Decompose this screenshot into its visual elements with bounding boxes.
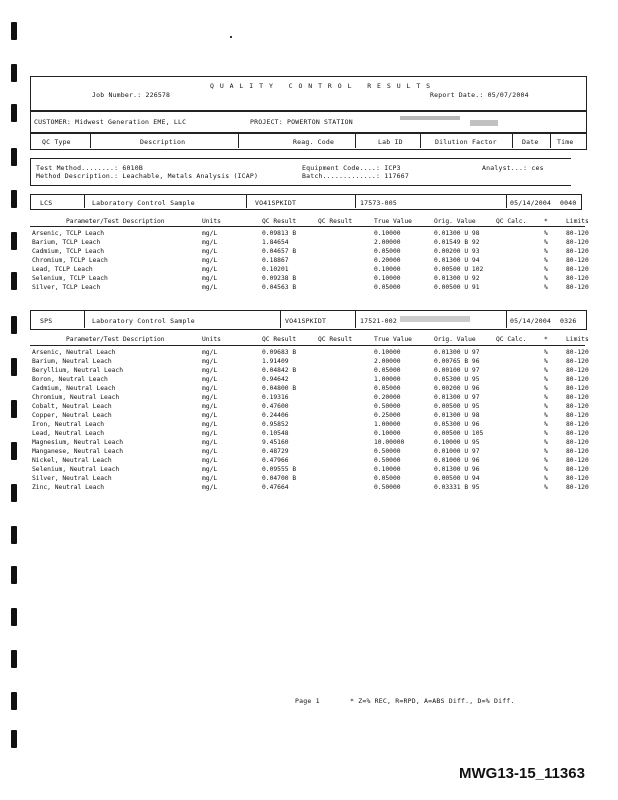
table-row bbox=[30, 375, 606, 383]
cell-orig: 0.00200 U 93 bbox=[434, 247, 480, 255]
section1-date: 05/14/2004 bbox=[510, 199, 552, 207]
cell-pct: % bbox=[544, 348, 548, 356]
cell-pct: % bbox=[544, 456, 548, 464]
section2-lab-id: 17521-002 bbox=[360, 317, 398, 325]
col-qc-result-2: QC Result bbox=[318, 217, 353, 225]
cell-qc: 0.18867 bbox=[262, 256, 289, 264]
col-true-value-2: True Value bbox=[374, 335, 412, 343]
cell-limits: 80-120 bbox=[566, 393, 589, 401]
cell-qc: 0.04563 B bbox=[262, 283, 297, 291]
cell-pct: % bbox=[544, 283, 548, 291]
table-row bbox=[30, 429, 606, 437]
cell-param: Arsenic, TCLP Leach bbox=[32, 229, 105, 237]
cell-true: 0.05000 bbox=[374, 384, 401, 392]
cell-limits: 80-120 bbox=[566, 438, 589, 446]
cell-limits: 80-120 bbox=[566, 474, 589, 482]
cell-param: Lead, TCLP Leach bbox=[32, 265, 93, 273]
cell-units: mg/L bbox=[202, 483, 218, 491]
hdr-reag-code: Reag. Code bbox=[293, 138, 335, 146]
cell-param: Cadmium, Neutral Leach bbox=[32, 384, 116, 392]
table-row bbox=[30, 229, 606, 237]
section2-date: 05/14/2004 bbox=[510, 317, 552, 325]
cell-orig: 0.01000 U 97 bbox=[434, 447, 480, 455]
cell-limits: 80-120 bbox=[566, 247, 589, 255]
cell-true: 0.25000 bbox=[374, 411, 401, 419]
batch-number: Batch.............: 117667 bbox=[302, 172, 409, 180]
section1-description: Laboratory Control Sample bbox=[92, 199, 195, 207]
cell-pct: % bbox=[544, 265, 548, 273]
cell-param: Zinc, Neutral Leach bbox=[32, 483, 105, 491]
cell-pct: % bbox=[544, 429, 548, 437]
table-row bbox=[30, 238, 606, 246]
cell-qc: 0.09813 B bbox=[262, 229, 297, 237]
cell-limits: 80-120 bbox=[566, 384, 589, 392]
table-row bbox=[30, 274, 606, 282]
equipment-code: Equipment Code....: ICP3 bbox=[302, 164, 401, 172]
cell-orig: 0.00500 U 105 bbox=[434, 429, 484, 437]
cell-orig: 0.10000 U 95 bbox=[434, 438, 480, 446]
cell-limits: 80-120 bbox=[566, 283, 589, 291]
table-row bbox=[30, 283, 606, 291]
cell-true: 0.05000 bbox=[374, 474, 401, 482]
cell-pct: % bbox=[544, 402, 548, 410]
cell-param: Cobalt, Neutral Leach bbox=[32, 402, 112, 410]
cell-qc: 0.47966 bbox=[262, 456, 289, 464]
cell-limits: 80-120 bbox=[566, 274, 589, 282]
cell-orig: 0.00500 U 95 bbox=[434, 402, 480, 410]
cell-pct: % bbox=[544, 420, 548, 428]
cell-pct: % bbox=[544, 357, 548, 365]
cell-true: 2.00000 bbox=[374, 238, 401, 246]
table-row bbox=[30, 247, 606, 255]
page-number: Page 1 bbox=[295, 697, 320, 705]
section1-time: 0040 bbox=[560, 199, 577, 207]
cell-limits: 80-120 bbox=[566, 229, 589, 237]
cell-orig: 0.01300 U 92 bbox=[434, 274, 480, 282]
cell-units: mg/L bbox=[202, 238, 218, 246]
cell-units: mg/L bbox=[202, 366, 218, 374]
table-row bbox=[30, 420, 606, 428]
cell-orig: 0.01300 U 97 bbox=[434, 393, 480, 401]
cell-true: 0.10000 bbox=[374, 229, 401, 237]
cell-limits: 80-120 bbox=[566, 238, 589, 246]
cell-true: 0.05000 bbox=[374, 247, 401, 255]
cell-units: mg/L bbox=[202, 247, 218, 255]
section1-lab-id: 17573-005 bbox=[360, 199, 398, 207]
cell-pct: % bbox=[544, 274, 548, 282]
hdr-date: Date bbox=[522, 138, 539, 146]
cell-orig: 0.01549 B 92 bbox=[434, 238, 480, 246]
cell-param: Boron, Neutral Leach bbox=[32, 375, 108, 383]
bates-number: MWG13-15_11363 bbox=[459, 765, 585, 782]
col-pct: * bbox=[544, 217, 548, 225]
cell-true: 0.50000 bbox=[374, 447, 401, 455]
section1-column-headers bbox=[30, 217, 606, 225]
cell-limits: 80-120 bbox=[566, 483, 589, 491]
cell-units: mg/L bbox=[202, 438, 218, 446]
cell-pct: % bbox=[544, 438, 548, 446]
section1-reag-code: VO41SPKIDT bbox=[255, 199, 297, 207]
cell-units: mg/L bbox=[202, 274, 218, 282]
cell-true: 0.05000 bbox=[374, 283, 401, 291]
section2-column-headers bbox=[30, 335, 606, 343]
table-row bbox=[30, 456, 606, 464]
cell-units: mg/L bbox=[202, 256, 218, 264]
cell-limits: 80-120 bbox=[566, 357, 589, 365]
col-units: Units bbox=[202, 217, 221, 225]
cell-param: Beryllium, Neutral Leach bbox=[32, 366, 123, 374]
cell-units: mg/L bbox=[202, 420, 218, 428]
cell-param: Copper, Neutral Leach bbox=[32, 411, 112, 419]
table-row bbox=[30, 411, 606, 419]
cell-units: mg/L bbox=[202, 456, 218, 464]
report-date: Report Date.: 05/07/2004 bbox=[430, 91, 529, 99]
col-orig-value-2: Orig. Value bbox=[434, 335, 476, 343]
job-number: Job Number.: 226578 bbox=[92, 91, 171, 99]
cell-qc: 0.09555 B bbox=[262, 465, 297, 473]
cell-qc: 0.04800 B bbox=[262, 384, 297, 392]
cell-pct: % bbox=[544, 256, 548, 264]
cell-limits: 80-120 bbox=[566, 465, 589, 473]
analyst: Analyst...: ces bbox=[482, 164, 544, 172]
cell-limits: 80-120 bbox=[566, 348, 589, 356]
section1-qc-type: LCS bbox=[40, 199, 53, 207]
cell-param: Nickel, Neutral Leach bbox=[32, 456, 112, 464]
hdr-dilution: Dilution Factor bbox=[435, 138, 497, 146]
cell-qc: 0.48729 bbox=[262, 447, 289, 455]
table-row bbox=[30, 438, 606, 446]
cell-true: 0.50000 bbox=[374, 456, 401, 464]
cell-limits: 80-120 bbox=[566, 366, 589, 374]
section2-time: 0326 bbox=[560, 317, 577, 325]
cell-param: Silver, Neutral Leach bbox=[32, 474, 112, 482]
cell-true: 0.10000 bbox=[374, 465, 401, 473]
cell-qc: 0.24406 bbox=[262, 411, 289, 419]
cell-orig: 0.01300 U 98 bbox=[434, 411, 480, 419]
cell-units: mg/L bbox=[202, 384, 218, 392]
cell-units: mg/L bbox=[202, 375, 218, 383]
table-row bbox=[30, 447, 606, 455]
col-param-2: Parameter/Test Description bbox=[66, 335, 165, 343]
method-description: Method Description.: Leachable, Metals Analysis (ICAP) bbox=[36, 172, 259, 180]
cell-true: 0.10000 bbox=[374, 265, 401, 273]
cell-qc: 0.10201 bbox=[262, 265, 289, 273]
cell-pct: % bbox=[544, 465, 548, 473]
table-row bbox=[30, 256, 606, 264]
cell-orig: 0.05300 U 95 bbox=[434, 375, 480, 383]
table-row bbox=[30, 357, 606, 365]
cell-qc: 0.04657 B bbox=[262, 247, 297, 255]
report-title: Q U A L I T Y C O N T R O L R E S U L T S bbox=[210, 82, 432, 90]
col-limits-2: Limits bbox=[566, 335, 589, 343]
hdr-qc-type: QC Type bbox=[42, 138, 71, 146]
cell-orig: 0.00765 B 96 bbox=[434, 357, 480, 365]
cell-limits: 80-120 bbox=[566, 447, 589, 455]
table-row bbox=[30, 366, 606, 374]
cell-limits: 80-120 bbox=[566, 456, 589, 464]
cell-pct: % bbox=[544, 247, 548, 255]
col-qc-result-4: QC Result bbox=[318, 335, 353, 343]
cell-orig: 0.03331 B 95 bbox=[434, 483, 480, 491]
cell-param: Barium, Neutral Leach bbox=[32, 357, 112, 365]
cell-qc: 0.04842 B bbox=[262, 366, 297, 374]
cell-pct: % bbox=[544, 411, 548, 419]
cell-param: Cadmium, TCLP Leach bbox=[32, 247, 105, 255]
cell-true: 0.20000 bbox=[374, 256, 401, 264]
cell-limits: 80-120 bbox=[566, 256, 589, 264]
cell-qc: 1.91409 bbox=[262, 357, 289, 365]
cell-orig: 0.00500 U 94 bbox=[434, 474, 480, 482]
cell-units: mg/L bbox=[202, 393, 218, 401]
cell-orig: 0.00500 U 102 bbox=[434, 265, 484, 273]
footnote-legend: * Z=% REC, R=RPD, A=ABS Diff., D=% Diff. bbox=[350, 697, 515, 705]
table-row bbox=[30, 465, 606, 473]
project-name: PROJECT: POWERTON STATION bbox=[250, 118, 353, 126]
col-limits: Limits bbox=[566, 217, 589, 225]
cell-param: Silver, TCLP Leach bbox=[32, 283, 101, 291]
cell-true: 2.00000 bbox=[374, 357, 401, 365]
cell-limits: 80-120 bbox=[566, 402, 589, 410]
cell-units: mg/L bbox=[202, 411, 218, 419]
cell-limits: 80-120 bbox=[566, 375, 589, 383]
col-qc-result-3: QC Result bbox=[262, 335, 297, 343]
table-row bbox=[30, 393, 606, 401]
cell-limits: 80-120 bbox=[566, 429, 589, 437]
cell-qc: 0.10548 bbox=[262, 429, 289, 437]
cell-limits: 80-120 bbox=[566, 420, 589, 428]
table-row bbox=[30, 384, 606, 392]
cell-pct: % bbox=[544, 384, 548, 392]
cell-true: 0.10000 bbox=[374, 348, 401, 356]
cell-orig: 0.01300 U 98 bbox=[434, 229, 480, 237]
cell-qc: 0.95852 bbox=[262, 420, 289, 428]
table-row bbox=[30, 348, 606, 356]
cell-true: 10.00000 bbox=[374, 438, 405, 446]
cell-units: mg/L bbox=[202, 348, 218, 356]
cell-orig: 0.05300 U 96 bbox=[434, 420, 480, 428]
cell-units: mg/L bbox=[202, 229, 218, 237]
cell-units: mg/L bbox=[202, 429, 218, 437]
cell-limits: 80-120 bbox=[566, 265, 589, 273]
col-true-value: True Value bbox=[374, 217, 412, 225]
cell-pct: % bbox=[544, 238, 548, 246]
cell-qc: 0.47664 bbox=[262, 483, 289, 491]
cell-true: 0.10000 bbox=[374, 429, 401, 437]
cell-orig: 0.00500 U 91 bbox=[434, 283, 480, 291]
table-row bbox=[30, 402, 606, 410]
cell-qc: 0.94642 bbox=[262, 375, 289, 383]
col-units-2: Units bbox=[202, 335, 221, 343]
cell-param: Barium, TCLP Leach bbox=[32, 238, 101, 246]
cell-pct: % bbox=[544, 483, 548, 491]
table-row bbox=[30, 483, 606, 491]
cell-qc: 0.09683 B bbox=[262, 348, 297, 356]
cell-true: 0.20000 bbox=[374, 393, 401, 401]
hdr-time: Time bbox=[557, 138, 574, 146]
cell-qc: 0.09238 B bbox=[262, 274, 297, 282]
cell-param: Lead, Neutral Leach bbox=[32, 429, 105, 437]
cell-qc: 9.45160 bbox=[262, 438, 289, 446]
hdr-lab-id: Lab ID bbox=[378, 138, 403, 146]
col-qc-calc: QC Calc. bbox=[496, 217, 527, 225]
cell-orig: 0.01000 U 96 bbox=[434, 456, 480, 464]
cell-limits: 80-120 bbox=[566, 411, 589, 419]
test-method: Test Method........: 6010B bbox=[36, 164, 143, 172]
cell-pct: % bbox=[544, 447, 548, 455]
cell-pct: % bbox=[544, 393, 548, 401]
cell-true: 1.00000 bbox=[374, 420, 401, 428]
cell-qc: 0.47600 bbox=[262, 402, 289, 410]
cell-units: mg/L bbox=[202, 447, 218, 455]
cell-units: mg/L bbox=[202, 474, 218, 482]
cell-pct: % bbox=[544, 366, 548, 374]
table-row bbox=[30, 265, 606, 273]
cell-pct: % bbox=[544, 474, 548, 482]
col-qc-calc-2: QC Calc. bbox=[496, 335, 527, 343]
cell-param: Selenium, TCLP Leach bbox=[32, 274, 108, 282]
cell-param: Iron, Neutral Leach bbox=[32, 420, 105, 428]
cell-true: 0.50000 bbox=[374, 483, 401, 491]
col-pct-2: * bbox=[544, 335, 548, 343]
cell-pct: % bbox=[544, 375, 548, 383]
cell-units: mg/L bbox=[202, 265, 218, 273]
section2-reag-code: VO41SPKIDT bbox=[285, 317, 327, 325]
cell-true: 0.50000 bbox=[374, 402, 401, 410]
cell-qc: 0.19316 bbox=[262, 393, 289, 401]
cell-units: mg/L bbox=[202, 465, 218, 473]
col-param: Parameter/Test Description bbox=[66, 217, 165, 225]
cell-param: Chromium, TCLP Leach bbox=[32, 256, 108, 264]
cell-orig: 0.01300 U 96 bbox=[434, 465, 480, 473]
customer-name: CUSTOMER: Midwest Generation EME, LLC bbox=[34, 118, 187, 126]
cell-param: Magnesium, Neutral Leach bbox=[32, 438, 123, 446]
hdr-description: Description bbox=[140, 138, 186, 146]
cell-orig: 0.01300 U 97 bbox=[434, 348, 480, 356]
cell-units: mg/L bbox=[202, 402, 218, 410]
section2-description: Laboratory Control Sample bbox=[92, 317, 195, 325]
cell-true: 1.00000 bbox=[374, 375, 401, 383]
cell-true: 0.05000 bbox=[374, 366, 401, 374]
cell-units: mg/L bbox=[202, 357, 218, 365]
cell-orig: 0.01300 U 94 bbox=[434, 256, 480, 264]
cell-param: Arsenic, Neutral Leach bbox=[32, 348, 116, 356]
cell-pct: % bbox=[544, 229, 548, 237]
cell-param: Selenium, Neutral Leach bbox=[32, 465, 120, 473]
cell-true: 0.10000 bbox=[374, 274, 401, 282]
cell-orig: 0.00100 U 97 bbox=[434, 366, 480, 374]
table-row bbox=[30, 474, 606, 482]
cell-param: Chromium, Neutral Leach bbox=[32, 393, 120, 401]
cell-param: Manganese, Neutral Leach bbox=[32, 447, 123, 455]
cell-qc: 0.04700 B bbox=[262, 474, 297, 482]
col-qc-result: QC Result bbox=[262, 217, 297, 225]
cell-orig: 0.00200 U 96 bbox=[434, 384, 480, 392]
col-orig-value: Orig. Value bbox=[434, 217, 476, 225]
cell-units: mg/L bbox=[202, 283, 218, 291]
cell-qc: 1.84654 bbox=[262, 238, 289, 246]
section2-qc-type: SPS bbox=[40, 317, 53, 325]
